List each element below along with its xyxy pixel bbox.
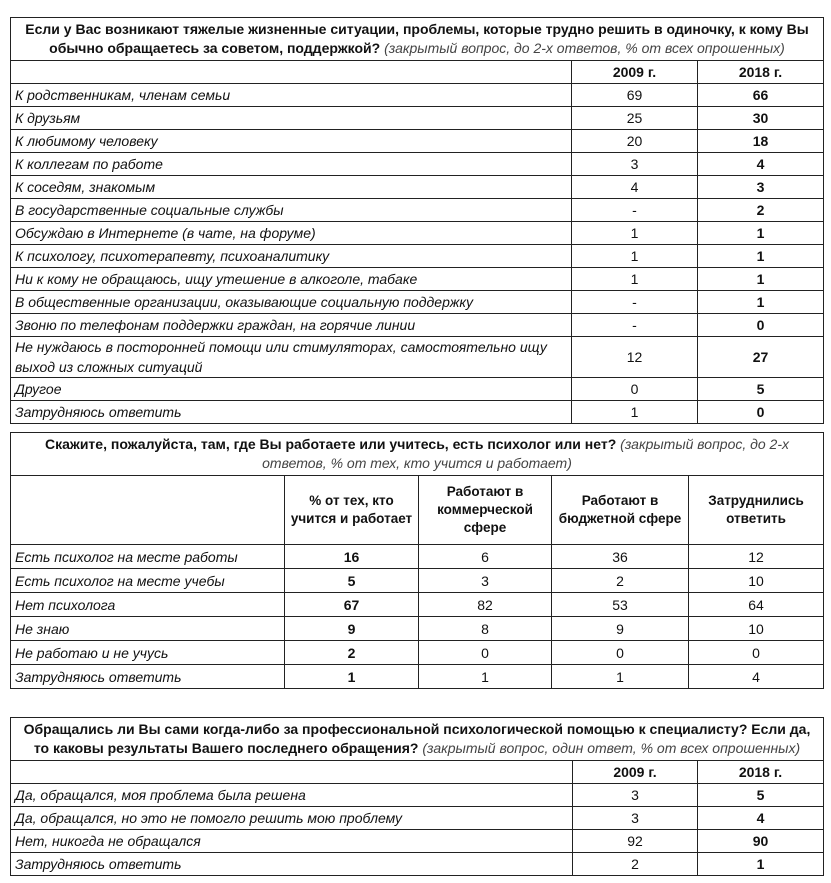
- row-label: Другое: [11, 378, 572, 401]
- row-label: Нет, никогда не обращался: [11, 830, 573, 853]
- value-2009: -: [572, 291, 698, 314]
- value-2009: 69: [572, 84, 698, 107]
- value-2009: 20: [572, 130, 698, 153]
- row-label: Не нуждаюсь в посторонней помощи или стимуляторах, самостоятельно ищу выход из сложных ситуаций: [11, 337, 572, 378]
- table-row: [11, 153, 824, 176]
- row-label: Да, обращался, моя проблема была решена: [11, 784, 573, 807]
- column-header-commercial: Работают в коммерческой сфере: [419, 476, 552, 545]
- value-2009: 4: [572, 176, 698, 199]
- value-budget: 36: [552, 545, 689, 569]
- value-2018: 1: [698, 245, 824, 268]
- value-unsure: 0: [689, 641, 824, 665]
- row-label: Затрудняюсь ответить: [11, 853, 573, 876]
- row-label: В государственные социальные службы: [11, 199, 572, 222]
- value-2009: -: [572, 199, 698, 222]
- table-row: [11, 378, 824, 401]
- table-row: [11, 401, 824, 424]
- row-label: Да, обращался, но это не помогло решить мою проблему: [11, 807, 573, 830]
- table-row: [11, 84, 824, 107]
- question-note: (закрытый вопрос, до 2-х ответов, % от всех опрошенных): [380, 40, 785, 56]
- table-row: [11, 337, 824, 378]
- value-commercial: 3: [419, 569, 552, 593]
- value-all: 16: [285, 545, 419, 569]
- table-row: [11, 569, 824, 593]
- value-2009: 3: [572, 153, 698, 176]
- column-header-all: % от тех, кто учится и работает: [285, 476, 419, 545]
- row-label: Есть психолог на месте работы: [11, 545, 285, 569]
- value-all: 9: [285, 617, 419, 641]
- row-label: К коллегам по работе: [11, 153, 572, 176]
- value-2009: 1: [572, 268, 698, 291]
- value-2009: 3: [573, 784, 698, 807]
- value-2018: 1: [698, 222, 824, 245]
- value-commercial: 8: [419, 617, 552, 641]
- value-budget: 9: [552, 617, 689, 641]
- table-row: [11, 176, 824, 199]
- table-row: [11, 665, 824, 689]
- value-budget: 53: [552, 593, 689, 617]
- row-label: К любимому человеку: [11, 130, 572, 153]
- row-label: Не знаю: [11, 617, 285, 641]
- value-2009: 12: [572, 337, 698, 378]
- column-header-2009: 2009 г.: [572, 61, 698, 84]
- value-2009: 3: [573, 807, 698, 830]
- table-row: [11, 853, 824, 876]
- row-label: Есть психолог на месте учебы: [11, 569, 285, 593]
- value-2018: 18: [698, 130, 824, 153]
- column-header-2018: 2018 г.: [698, 61, 824, 84]
- value-all: 5: [285, 569, 419, 593]
- table-row: [11, 593, 824, 617]
- value-2018: 30: [698, 107, 824, 130]
- table-row: [11, 545, 824, 569]
- value-2018: 1: [698, 853, 824, 876]
- table-row: [11, 784, 824, 807]
- value-commercial: 82: [419, 593, 552, 617]
- value-2018: 66: [698, 84, 824, 107]
- value-2009: 92: [573, 830, 698, 853]
- table-row: [11, 222, 824, 245]
- value-commercial: 0: [419, 641, 552, 665]
- question-text: Обращались ли Вы сами когда-либо за профессиональной психологической помощью к специалисту? Если да, то каковы результаты Вашего последнего обращения?: [23, 721, 811, 756]
- row-label: Звоню по телефонам поддержки граждан, на горячие линии: [11, 314, 572, 337]
- value-2018: 0: [698, 401, 824, 424]
- table-row: [11, 807, 824, 830]
- row-label: Нет психолога: [11, 593, 285, 617]
- value-all: 1: [285, 665, 419, 689]
- value-unsure: 10: [689, 569, 824, 593]
- row-label: К друзьям: [11, 107, 572, 130]
- value-2018: 1: [698, 268, 824, 291]
- value-budget: 1: [552, 665, 689, 689]
- table-question-header: [11, 18, 824, 61]
- row-label: Обсуждаю в Интернете (в чате, на форуме): [11, 222, 572, 245]
- column-header-unsure: Затруднились ответить: [689, 476, 824, 545]
- table-row: [11, 830, 824, 853]
- value-unsure: 12: [689, 545, 824, 569]
- value-all: 67: [285, 593, 419, 617]
- value-unsure: 64: [689, 593, 824, 617]
- value-2009: 2: [573, 853, 698, 876]
- question-text: Скажите, пожалуйста, там, где Вы работаете или учитесь, есть психолог или нет?: [45, 436, 617, 452]
- value-2009: 1: [572, 222, 698, 245]
- value-2018: 4: [698, 153, 824, 176]
- value-2018: 3: [698, 176, 824, 199]
- value-2009: 25: [572, 107, 698, 130]
- table-question-header: [11, 433, 824, 476]
- table-row: [11, 617, 824, 641]
- table-row: [11, 641, 824, 665]
- row-label: К родственникам, членам семьи: [11, 84, 572, 107]
- value-2018: 4: [698, 807, 824, 830]
- column-header-empty: [11, 761, 573, 784]
- table-row: [11, 268, 824, 291]
- value-2018: 90: [698, 830, 824, 853]
- table-professional-help: [10, 717, 824, 876]
- row-label: К психологу, психотерапевту, психоаналитику: [11, 245, 572, 268]
- question-note: (закрытый вопрос, до 2-х ответов, % от тех, кто учится и работает): [262, 436, 789, 471]
- column-header-2009: 2009 г.: [573, 761, 698, 784]
- value-commercial: 6: [419, 545, 552, 569]
- question-note: (закрытый вопрос, один ответ, % от всех опрошенных): [418, 740, 801, 756]
- table-row: [11, 245, 824, 268]
- value-2018: 5: [698, 784, 824, 807]
- value-unsure: 10: [689, 617, 824, 641]
- value-2009: 1: [572, 401, 698, 424]
- value-commercial: 1: [419, 665, 552, 689]
- value-2018: 27: [698, 337, 824, 378]
- table-row: [11, 291, 824, 314]
- value-2009: -: [572, 314, 698, 337]
- row-label: Ни к кому не обращаюсь, ищу утешение в алкоголе, табаке: [11, 268, 572, 291]
- table-row: [11, 130, 824, 153]
- value-budget: 0: [552, 641, 689, 665]
- value-2018: 0: [698, 314, 824, 337]
- table-row: [11, 107, 824, 130]
- column-header-empty: [11, 476, 285, 545]
- column-header-2018: 2018 г.: [698, 761, 824, 784]
- row-label: Не работаю и не учусь: [11, 641, 285, 665]
- value-2018: 1: [698, 291, 824, 314]
- row-label: Затрудняюсь ответить: [11, 401, 572, 424]
- value-budget: 2: [552, 569, 689, 593]
- table-psychologist-at-work: [10, 432, 824, 689]
- column-header-empty: [11, 61, 572, 84]
- table-support-sources: [10, 17, 824, 424]
- row-label: В общественные организации, оказывающие социальную поддержку: [11, 291, 572, 314]
- column-header-budget: Работают в бюджетной сфере: [552, 476, 689, 545]
- row-label: Затрудняюсь ответить: [11, 665, 285, 689]
- value-unsure: 4: [689, 665, 824, 689]
- value-2009: 0: [572, 378, 698, 401]
- question-text: Если у Вас возникают тяжелые жизненные ситуации, проблемы, которые трудно решить в одиночку, к кому Вы обычно обращаетесь за советом, поддержкой?: [25, 21, 809, 56]
- table-row: [11, 314, 824, 337]
- value-2009: 1: [572, 245, 698, 268]
- table-row: [11, 199, 824, 222]
- row-label: К соседям, знакомым: [11, 176, 572, 199]
- table-question-header: [11, 718, 824, 761]
- value-all: 2: [285, 641, 419, 665]
- value-2018: 5: [698, 378, 824, 401]
- value-2018: 2: [698, 199, 824, 222]
